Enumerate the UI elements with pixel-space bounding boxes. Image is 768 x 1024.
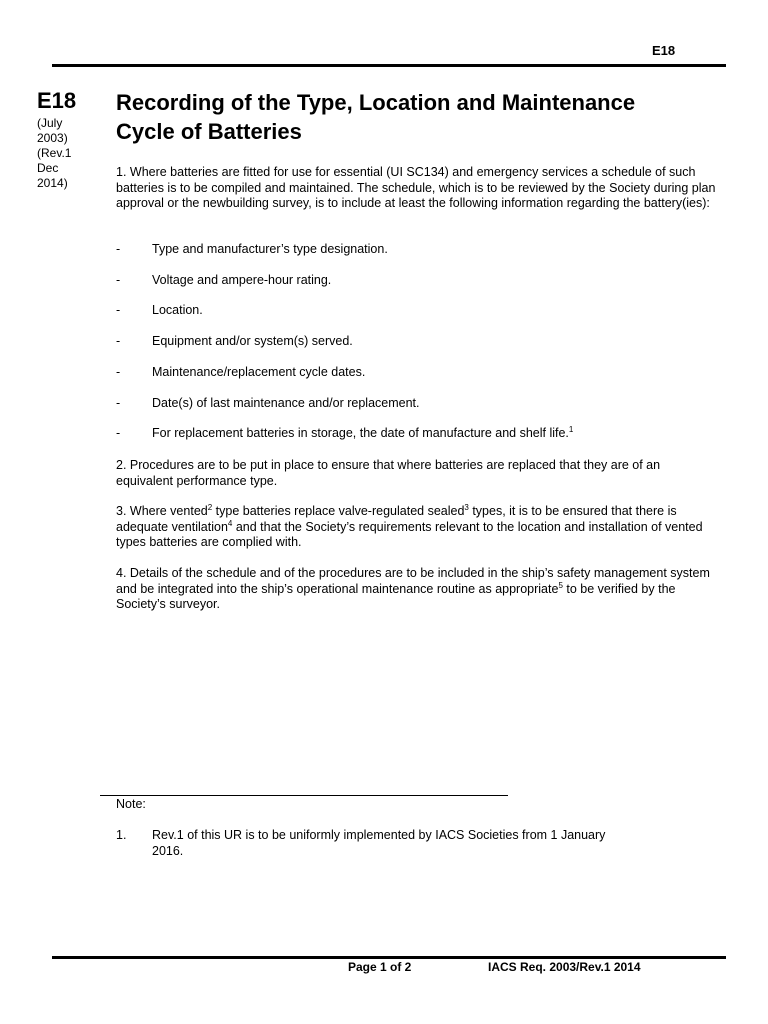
footnote-ref: 5 bbox=[558, 580, 563, 590]
header-rule bbox=[52, 64, 726, 67]
header-doc-id: E18 bbox=[652, 43, 676, 58]
bullet-dash: - bbox=[116, 426, 121, 440]
bullet-dash: - bbox=[116, 334, 121, 348]
paragraph-4-text: 4. Details of the schedule and of the procedures are to be included in the ship’s safety management system and be integrated into the ship’s operational maintenance routine as appropriate bbox=[116, 566, 710, 596]
paragraph-3-text: and that the Society’s requirements relevant to the location and installation of vented types batteries are complied with. bbox=[116, 519, 703, 549]
bullet-dash: - bbox=[116, 242, 121, 256]
footnote-ref: 2 bbox=[207, 502, 213, 512]
list-item-text: Equipment and/or system(s) served. bbox=[152, 334, 353, 348]
page-title: Recording of the Type, Location and Maintenance Cycle of Batteries bbox=[116, 90, 636, 144]
bullet-dash: - bbox=[116, 303, 121, 317]
paragraph-3-text: types, it is to be ensured that there is adequate ventilation bbox=[116, 504, 677, 534]
paragraph-3-text: 3. Where vented bbox=[116, 504, 208, 518]
footnote-ref: 3 bbox=[464, 502, 469, 512]
footnote-ref: 1 bbox=[568, 424, 574, 434]
paragraph-2: 2. Procedures are to be put in place to ensure that where batteries are replaced that they are of an equivalent performance type. bbox=[116, 458, 661, 488]
footnote-ref: 4 bbox=[227, 518, 233, 528]
paragraph-4 bbox=[116, 566, 716, 613]
note-item-number: 1. bbox=[116, 828, 127, 842]
side-code: E18 bbox=[37, 88, 77, 113]
footer-reference: IACS Req. 2003/Rev.1 2014 bbox=[488, 960, 641, 974]
bullet-dash: - bbox=[116, 396, 121, 410]
paragraph-1: 1. Where batteries are fitted for use for essential (UI SC134) and emergency services a schedule of such batteries is to be compiled and maintained. The schedule, which is to be reviewed by the Society during plan approval or the newbuilding survey, is to include at least the following information regarding the battery(ies): bbox=[116, 165, 716, 210]
paragraph-3 bbox=[116, 504, 716, 551]
list-item-text: Date(s) of last maintenance and/or replacement. bbox=[152, 396, 420, 410]
list-item-text-main: For replacement batteries in storage, the date of manufacture and shelf life. bbox=[152, 426, 569, 440]
list-item-text: Maintenance/replacement cycle dates. bbox=[152, 365, 366, 379]
bullet-dash: - bbox=[116, 273, 121, 287]
list-item-text: Type and manufacturer’s type designation. bbox=[152, 242, 388, 256]
list-item-text: Voltage and ampere-hour rating. bbox=[152, 273, 332, 287]
paragraph-3-text: type batteries replace valve-regulated sealed bbox=[212, 504, 465, 518]
list-item-text: Location. bbox=[152, 303, 203, 317]
paragraph-4-text: to be verified by the Society’s surveyor. bbox=[116, 581, 676, 611]
footer-page-number: Page 1 of 2 bbox=[348, 960, 412, 974]
side-revision-dates: (July 2003) (Rev.1 Dec 2014) bbox=[37, 116, 72, 190]
note-heading: Note: bbox=[116, 797, 146, 811]
list-item-text bbox=[152, 426, 573, 442]
bullet-dash: - bbox=[116, 365, 121, 379]
note-divider bbox=[100, 795, 508, 796]
footer-rule bbox=[52, 956, 726, 959]
note-item-text: Rev.1 of this UR is to be uniformly implemented by IACS Societies from 1 January 2016. bbox=[152, 828, 606, 858]
